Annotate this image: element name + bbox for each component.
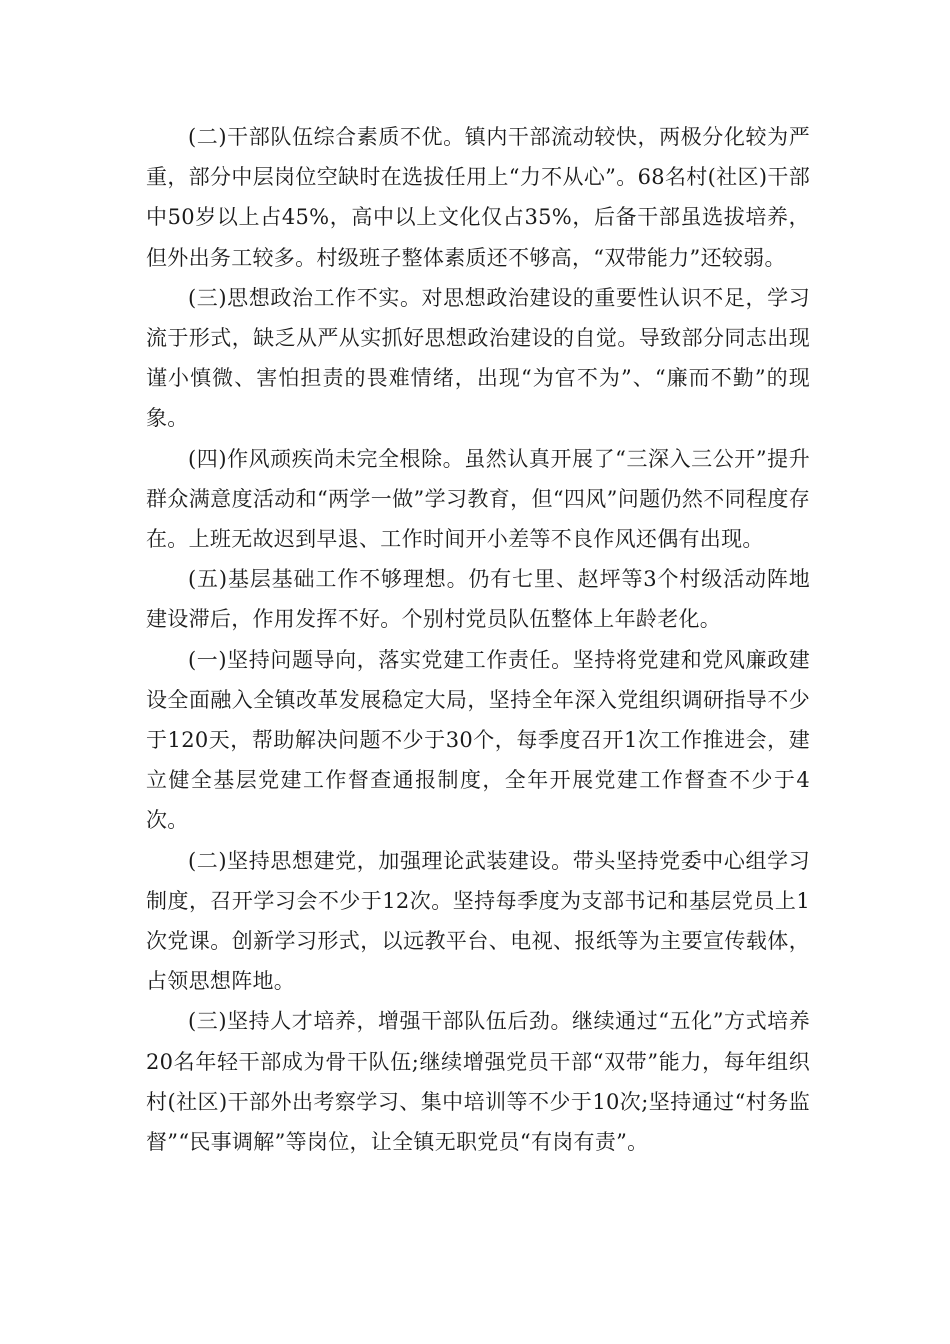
document-body	[146, 117, 810, 1162]
paragraph-grassroots-foundation: (五)基层基础工作不够理想。仍有七里、赵坪等3个村级活动阵地建设滞后，作用发挥不好。个别村党员队伍整体上年龄老化。	[146, 567, 810, 632]
paragraph-cadre-quality: (二)干部队伍综合素质不优。镇内干部流动较快，两极分化较为严重，部分中层岗位空缺时在选拔任用上“力不从心”。68名村(社区)干部中50岁以上占45%，高中以上文化仅占35%，后备干部虽选拔培养，但外出务工较多。村级班子整体素质还不够高，“双带能力”还较弱。	[146, 125, 810, 270]
paragraph-ideological-party-building: (二)坚持思想建党，加强理论武装建设。带头坚持党委中心组学习制度，召开学习会不少于12次。坚持每季度为支部书记和基层党员上1次党课。创新学习形式，以远教平台、电视、报纸等为主要宣传载体，占领思想阵地。	[146, 848, 810, 994]
paragraph-work-style: (四)作风顽疾尚未完全根除。虽然认真开展了“三深入三公开”提升群众满意度活动和“两学一做”学习教育，但“四风”问题仍然不同程度存在。上班无故迟到早退、工作时间开小差等不良作风还偶有出现。	[146, 446, 810, 552]
paragraph-problem-orientation: (一)坚持问题导向，落实党建工作责任。坚持将党建和党风廉政建设全面融入全镇改革发展稳定大局，坚持全年深入党组织调研指导不少于120天，帮助解决问题不少于30个，每季度召开1次工作推进会，建立健全基层党建工作督查通报制度，全年开展党建工作督查不少于4次。	[146, 647, 810, 833]
paragraph-talent-training: (三)坚持人才培养，增强干部队伍后劲。继续通过“五化”方式培养20名年轻干部成为骨干队伍;继续增强党员干部“双带”能力，每年组织村(社区)干部外出考察学习、集中培训等不少于10次;坚持通过“村务监督”“民事调解”等岗位，让全镇无职党员“有岗有责”。	[146, 1009, 810, 1155]
paragraph-ideological-work: (三)思想政治工作不实。对思想政治建设的重要性认识不足，学习流于形式，缺乏从严从实抓好思想政治建设的自觉。导致部分同志出现谨小慎微、害怕担责的畏难情绪，出现“为官不为”、“廉而不勤”的现象。	[146, 285, 810, 431]
